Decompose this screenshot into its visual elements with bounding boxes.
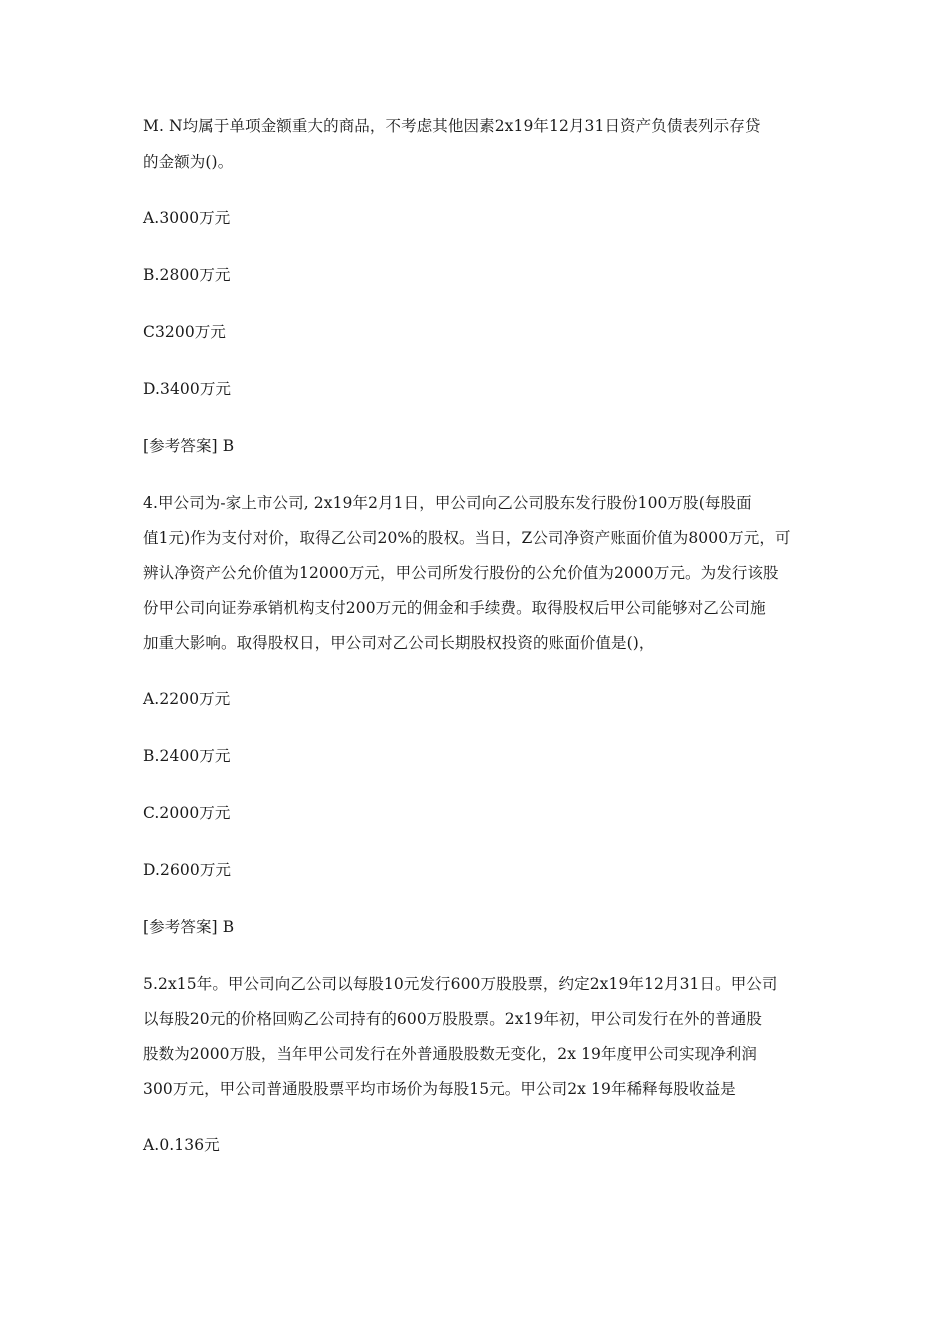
question-5-line-2: 以每股20元的价格回购乙公司持有的600万股股票。2x19年初，甲公司发行在外的普通股 (143, 1010, 762, 1028)
question-4-option-a: A.2200万元 (143, 690, 231, 708)
document-page (143, 112, 813, 1159)
question-3-option-c: C3200万元 (143, 323, 227, 341)
question-5-line-4: 300万元，甲公司普通股股票平均市场价为每股15元。甲公司2x 19年稀释每股收益是 (143, 1080, 736, 1098)
question-3-stem (143, 112, 813, 176)
question-4-answer: [参考答案] B (143, 918, 235, 936)
question-4-line-4: 份甲公司向证券承销机构支付200万元的佣金和手续费。取得股权后甲公司能够对乙公司施 (143, 599, 766, 617)
question-4-option-b: B.2400万元 (143, 747, 231, 765)
question-4-stem (143, 489, 813, 657)
question-4-option-c: C.2000万元 (143, 804, 231, 822)
question-5-line-3: 股数为2000万股，当年甲公司发行在外普通股股数无变化，2x 19年度甲公司实现净利润 (143, 1045, 758, 1063)
question-4-line-2: 值1元)作为支付对价，取得乙公司20%的股权。当日，Z公司净资产账面价值为8000万元，可 (143, 529, 791, 547)
question-4-line-5: 加重大影响。取得股权日，甲公司对乙公司长期股权投资的账面价值是()， (143, 634, 655, 652)
question-3-option-a: A.3000万元 (143, 209, 231, 227)
question-3-option-b: B.2800万元 (143, 266, 231, 284)
question-3-line-2: 的金额为()。 (143, 153, 234, 171)
question-3-line-1: M. N均属于单项金额重大的商品，不考虑其他因素2x19年12月31日资产负债表列示存贷 (143, 117, 761, 135)
question-3-option-d: D.3400万元 (143, 380, 232, 398)
question-5-option-a: A.0.136元 (143, 1136, 220, 1154)
question-4-line-3: 辨认净资产公允价值为12000万元，甲公司所发行股份的公允价值为2000万元。为发行该股 (143, 564, 779, 582)
question-5-stem (143, 970, 813, 1103)
question-4-line-1: 4.甲公司为-家上市公司, 2x19年2月1日，甲公司向乙公司股东发行股份100万股(每股面 (143, 494, 752, 512)
question-4-option-d: D.2600万元 (143, 861, 232, 879)
question-5-line-1: 5.2x15年。甲公司向乙公司以每股10元发行600万股股票，约定2x19年12月31日。甲公司 (143, 975, 778, 993)
question-3-answer: [参考答案] B (143, 437, 235, 455)
